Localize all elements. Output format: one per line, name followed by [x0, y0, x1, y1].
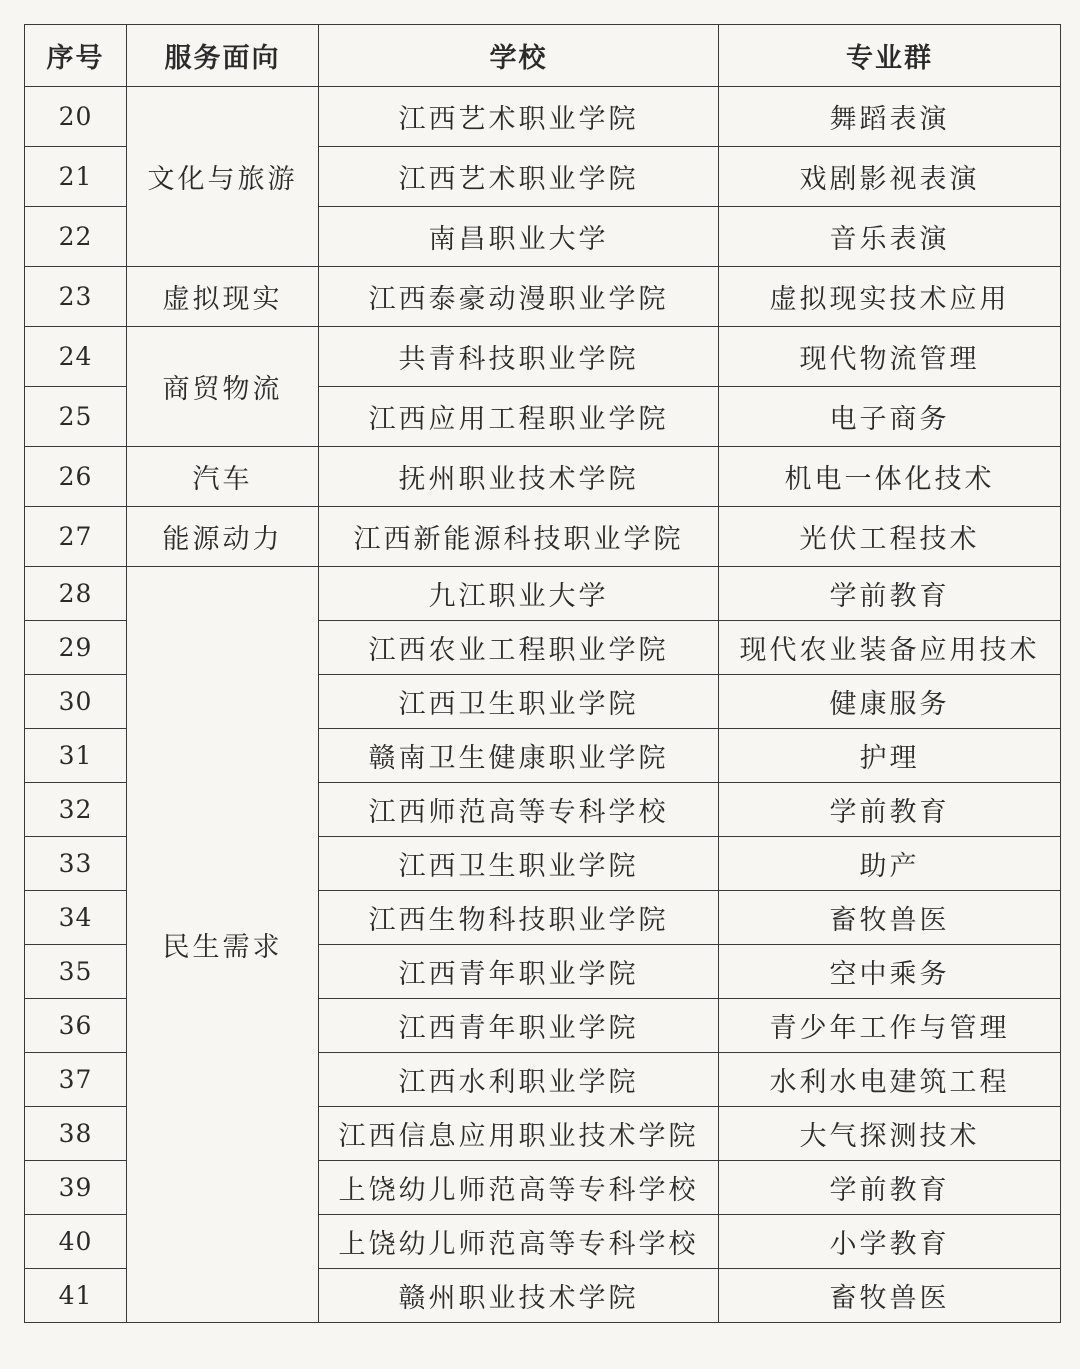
school-cell: 江西艺术职业学院: [319, 87, 719, 147]
row-no: 27: [25, 507, 127, 567]
major-cell: 舞蹈表演: [719, 87, 1061, 147]
major-cell: 畜牧兽医: [719, 1269, 1061, 1323]
header-major: 专业群: [719, 25, 1061, 87]
row-no: 37: [25, 1053, 127, 1107]
school-cell: 抚州职业技术学院: [319, 447, 719, 507]
school-cell: 江西水利职业学院: [319, 1053, 719, 1107]
major-cell: 青少年工作与管理: [719, 999, 1061, 1053]
major-cell: 现代农业装备应用技术: [719, 621, 1061, 675]
major-cell: 健康服务: [719, 675, 1061, 729]
row-no: 41: [25, 1269, 127, 1323]
school-cell: 江西卫生职业学院: [319, 675, 719, 729]
school-cell: 江西泰豪动漫职业学院: [319, 267, 719, 327]
school-cell: 九江职业大学: [319, 567, 719, 621]
school-cell: 江西应用工程职业学院: [319, 387, 719, 447]
service-cell: 虚拟现实: [127, 267, 319, 327]
major-cell: 畜牧兽医: [719, 891, 1061, 945]
school-cell: 江西生物科技职业学院: [319, 891, 719, 945]
table-row: [25, 507, 1061, 567]
school-major-table: [24, 24, 1061, 1323]
major-cell: 电子商务: [719, 387, 1061, 447]
major-cell: 学前教育: [719, 567, 1061, 621]
school-cell: 江西新能源科技职业学院: [319, 507, 719, 567]
school-cell: 上饶幼儿师范高等专科学校: [319, 1161, 719, 1215]
school-cell: 南昌职业大学: [319, 207, 719, 267]
table-header-row: [25, 25, 1061, 87]
header-school: 学校: [319, 25, 719, 87]
major-cell: 光伏工程技术: [719, 507, 1061, 567]
major-cell: 小学教育: [719, 1215, 1061, 1269]
major-cell: 现代物流管理: [719, 327, 1061, 387]
row-no: 40: [25, 1215, 127, 1269]
row-no: 39: [25, 1161, 127, 1215]
row-no: 21: [25, 147, 127, 207]
row-no: 20: [25, 87, 127, 147]
service-cell: 商贸物流: [127, 327, 319, 447]
school-cell: 赣南卫生健康职业学院: [319, 729, 719, 783]
school-cell: 江西青年职业学院: [319, 999, 719, 1053]
major-cell: 学前教育: [719, 1161, 1061, 1215]
service-cell: 民生需求: [127, 567, 319, 1323]
row-no: 22: [25, 207, 127, 267]
row-no: 33: [25, 837, 127, 891]
row-no: 29: [25, 621, 127, 675]
header-no: 序号: [25, 25, 127, 87]
table-row: [25, 567, 1061, 621]
school-cell: 共青科技职业学院: [319, 327, 719, 387]
major-cell: 学前教育: [719, 783, 1061, 837]
school-cell: 上饶幼儿师范高等专科学校: [319, 1215, 719, 1269]
row-no: 28: [25, 567, 127, 621]
row-no: 23: [25, 267, 127, 327]
major-cell: 音乐表演: [719, 207, 1061, 267]
major-cell: 戏剧影视表演: [719, 147, 1061, 207]
major-cell: 助产: [719, 837, 1061, 891]
school-cell: 江西信息应用职业技术学院: [319, 1107, 719, 1161]
major-cell: 大气探测技术: [719, 1107, 1061, 1161]
school-cell: 江西青年职业学院: [319, 945, 719, 999]
row-no: 26: [25, 447, 127, 507]
major-cell: 虚拟现实技术应用: [719, 267, 1061, 327]
table-row: [25, 267, 1061, 327]
school-cell: 江西艺术职业学院: [319, 147, 719, 207]
row-no: 25: [25, 387, 127, 447]
school-cell: 江西卫生职业学院: [319, 837, 719, 891]
major-cell: 护理: [719, 729, 1061, 783]
major-cell: 水利水电建筑工程: [719, 1053, 1061, 1107]
table-row: [25, 87, 1061, 147]
row-no: 32: [25, 783, 127, 837]
row-no: 35: [25, 945, 127, 999]
row-no: 34: [25, 891, 127, 945]
service-cell: 能源动力: [127, 507, 319, 567]
school-cell: 江西农业工程职业学院: [319, 621, 719, 675]
school-cell: 赣州职业技术学院: [319, 1269, 719, 1323]
row-no: 31: [25, 729, 127, 783]
school-cell: 江西师范高等专科学校: [319, 783, 719, 837]
major-cell: 机电一体化技术: [719, 447, 1061, 507]
major-cell: 空中乘务: [719, 945, 1061, 999]
table-row: [25, 447, 1061, 507]
table-row: [25, 327, 1061, 387]
row-no: 30: [25, 675, 127, 729]
row-no: 38: [25, 1107, 127, 1161]
service-cell: 文化与旅游: [127, 87, 319, 267]
header-service: 服务面向: [127, 25, 319, 87]
service-cell: 汽车: [127, 447, 319, 507]
row-no: 24: [25, 327, 127, 387]
row-no: 36: [25, 999, 127, 1053]
